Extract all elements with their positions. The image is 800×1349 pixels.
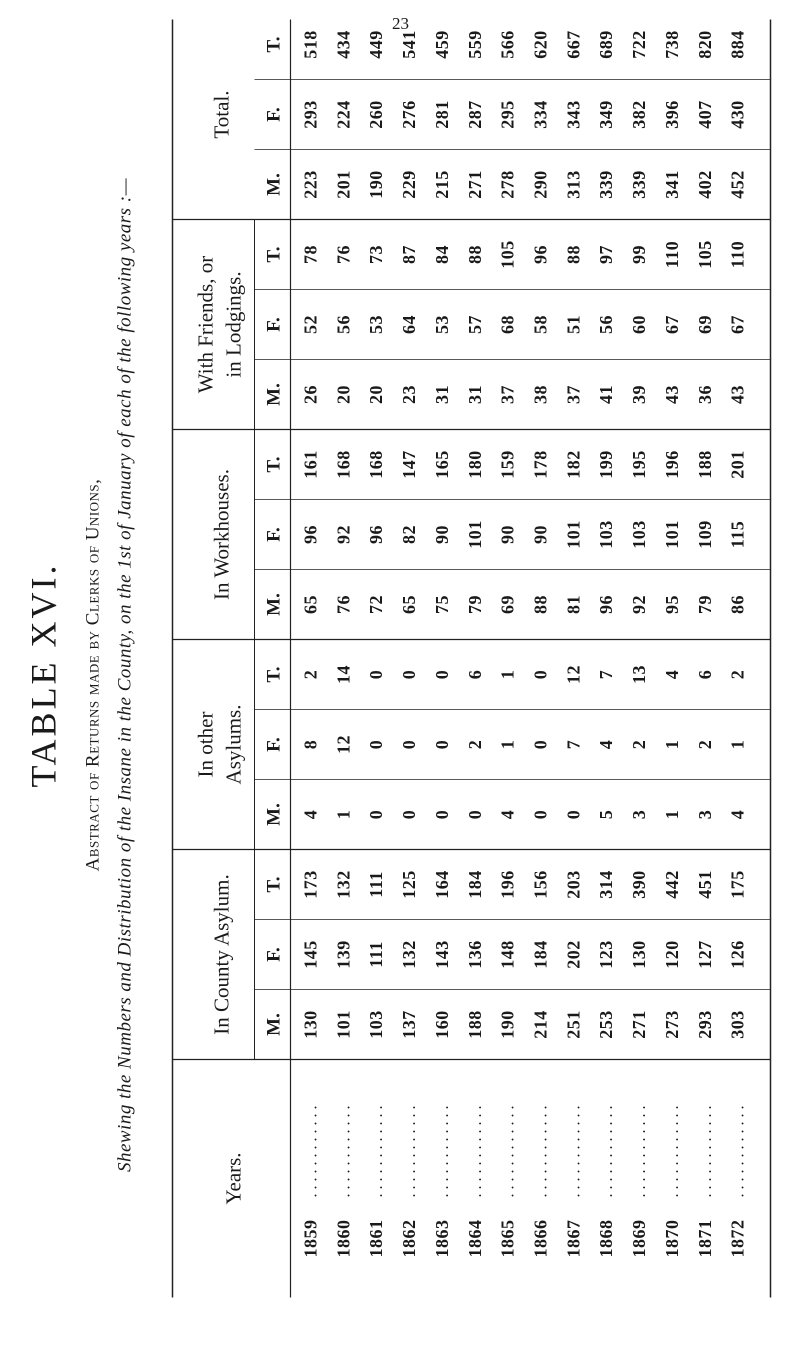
sub-header-f: F. bbox=[263, 106, 284, 122]
leader-dots: . . . . . . . . . . . . bbox=[697, 1105, 715, 1197]
table-subtitle-abstract: Abstract of Returns made by Clerks of Unions, bbox=[82, 478, 103, 871]
table-cell: 4 bbox=[497, 809, 518, 819]
sub-header-m: M. bbox=[263, 592, 284, 616]
table-cell: 0 bbox=[398, 669, 419, 679]
year-cell: 1864 bbox=[464, 1219, 485, 1257]
table-cell: 96 bbox=[530, 244, 550, 264]
table-cell: 202 bbox=[562, 939, 583, 969]
table-cell: 339 bbox=[628, 169, 649, 199]
table-cell: 87 bbox=[398, 244, 419, 264]
years-header: Years. bbox=[221, 1151, 245, 1205]
table-cell: 7 bbox=[562, 739, 583, 749]
table-cell: 132 bbox=[398, 939, 419, 969]
table-cell: 314 bbox=[595, 869, 616, 899]
leader-dots: . . . . . . . . . . . . bbox=[434, 1105, 452, 1197]
table-cell: 51 bbox=[562, 314, 583, 334]
group-header-other-asylums-line2: Asylums. bbox=[221, 704, 245, 784]
table-cell: 69 bbox=[497, 594, 518, 614]
table-cell: 0 bbox=[365, 809, 386, 819]
table-cell: 105 bbox=[694, 239, 715, 269]
table-cell: 79 bbox=[694, 594, 715, 614]
table-cell: 196 bbox=[497, 869, 518, 899]
table-cell: 184 bbox=[464, 869, 485, 899]
table-cell: 253 bbox=[595, 1009, 616, 1039]
table-cell: 109 bbox=[694, 519, 715, 549]
table-cell: 165 bbox=[431, 449, 452, 479]
year-cell: 1871 bbox=[694, 1219, 715, 1257]
table-cell: 92 bbox=[332, 524, 353, 544]
table-cell: 4 bbox=[300, 809, 320, 819]
table-cell: 195 bbox=[628, 449, 649, 479]
table-cell: 341 bbox=[661, 169, 682, 199]
table-cell: 271 bbox=[628, 1009, 649, 1039]
year-cell: 1868 bbox=[595, 1219, 616, 1257]
table-cell: 110 bbox=[727, 240, 748, 268]
table-cell: 126 bbox=[727, 939, 748, 969]
table-cell: 6 bbox=[464, 669, 485, 679]
table-cell: 136 bbox=[464, 939, 485, 969]
table-cell: 452 bbox=[727, 169, 748, 199]
table-cell: 103 bbox=[628, 519, 649, 549]
table-cell: 103 bbox=[365, 1009, 386, 1039]
table-cell: 260 bbox=[365, 99, 386, 129]
table-cell: 4 bbox=[727, 809, 748, 819]
table-cell: 41 bbox=[595, 384, 616, 404]
table-cell: 159 bbox=[497, 449, 518, 479]
table-cell: 92 bbox=[628, 594, 649, 614]
table-cell: 2 bbox=[727, 669, 748, 679]
table-cell: 132 bbox=[332, 869, 353, 899]
table-cell: 180 bbox=[464, 449, 485, 479]
table-cell: 884 bbox=[727, 29, 748, 59]
table-cell: 6 bbox=[694, 669, 715, 679]
table-cell: 0 bbox=[464, 809, 485, 819]
table-cell: 111 bbox=[365, 940, 386, 968]
table-cell: 14 bbox=[332, 664, 353, 684]
table-cell: 178 bbox=[530, 449, 550, 479]
year-cell: 1867 bbox=[562, 1219, 583, 1257]
year-cell: 1870 bbox=[661, 1219, 682, 1257]
table-cell: 620 bbox=[530, 29, 550, 59]
table-cell: 229 bbox=[398, 169, 419, 199]
table-cell: 820 bbox=[694, 29, 715, 59]
table-cell: 79 bbox=[464, 594, 485, 614]
table-cell: 0 bbox=[398, 739, 419, 749]
table-cell: 13 bbox=[628, 664, 649, 684]
table-cell: 430 bbox=[727, 99, 748, 129]
table-cell: 168 bbox=[332, 449, 353, 479]
table-cell: 110 bbox=[661, 240, 682, 268]
table-cell: 82 bbox=[398, 524, 419, 544]
table-cell: 1 bbox=[497, 669, 518, 679]
table-cell: 96 bbox=[300, 524, 320, 544]
table-cell: 120 bbox=[661, 939, 682, 969]
sub-header-f: F. bbox=[263, 316, 284, 332]
table-cell: 295 bbox=[497, 99, 518, 129]
year-cell: 1861 bbox=[365, 1219, 386, 1257]
table-cell: 65 bbox=[398, 594, 419, 614]
table-cell: 182 bbox=[562, 449, 583, 479]
page-number: 23 bbox=[392, 14, 409, 33]
table-cell: 1 bbox=[497, 739, 518, 749]
leader-dots: . . . . . . . . . . . . bbox=[467, 1105, 485, 1197]
table-cell: 56 bbox=[595, 314, 616, 334]
table-cell: 64 bbox=[398, 314, 419, 334]
table-cell: 566 bbox=[497, 29, 518, 59]
table-cell: 101 bbox=[464, 519, 485, 549]
table-cell: 188 bbox=[464, 1009, 485, 1039]
year-cell: 1863 bbox=[431, 1219, 452, 1257]
group-header-total: Total. bbox=[209, 89, 233, 139]
table-cell: 722 bbox=[628, 29, 649, 59]
year-cell: 1862 bbox=[398, 1219, 419, 1257]
leader-dots: . . . . . . . . . . . . bbox=[303, 1105, 320, 1197]
table-cell: 0 bbox=[398, 809, 419, 819]
table-cell: 96 bbox=[595, 594, 616, 614]
table-cell: 407 bbox=[694, 99, 715, 129]
table-cell: 4 bbox=[595, 739, 616, 749]
table-cell: 2 bbox=[464, 739, 485, 749]
table-cell: 3 bbox=[628, 809, 649, 819]
year-cell: 1866 bbox=[530, 1219, 550, 1257]
table-cell: 2 bbox=[694, 739, 715, 749]
table-cell: 278 bbox=[497, 169, 518, 199]
table-cell: 72 bbox=[365, 594, 386, 614]
sub-header-t: T. bbox=[263, 665, 284, 683]
table-cell: 161 bbox=[300, 449, 320, 479]
table-cell: 147 bbox=[398, 449, 419, 479]
table-cell: 111 bbox=[365, 870, 386, 898]
leader-dots: . . . . . . . . . . . . bbox=[335, 1105, 353, 1197]
table-cell: 26 bbox=[300, 384, 320, 404]
table-cell: 738 bbox=[661, 29, 682, 59]
table-title: TABLE XVI. bbox=[23, 561, 63, 788]
table-cell: 689 bbox=[595, 29, 616, 59]
table-cell: 0 bbox=[530, 739, 550, 749]
table-cell: 12 bbox=[332, 734, 353, 754]
subtitle-description-tail: following years :— bbox=[114, 177, 135, 333]
table-cell: 287 bbox=[464, 99, 485, 129]
table-cell: 201 bbox=[727, 449, 748, 479]
table-cell: 7 bbox=[595, 669, 616, 679]
table-cell: 156 bbox=[530, 869, 550, 899]
leader-dots: . . . . . . . . . . . . bbox=[401, 1105, 419, 1197]
table-cell: 39 bbox=[628, 384, 649, 404]
table-cell: 90 bbox=[497, 524, 518, 544]
group-header-other-asylums: In other bbox=[193, 711, 217, 777]
group-header-county-asylum: In County Asylum. bbox=[209, 873, 233, 1035]
table-cell: 31 bbox=[464, 384, 485, 404]
table-cell: 1 bbox=[332, 809, 353, 819]
group-header-friends-line2: in Lodgings. bbox=[221, 270, 245, 378]
table-cell: 0 bbox=[530, 669, 550, 679]
table-cell: 667 bbox=[562, 29, 583, 59]
group-header-friends: With Friends, or bbox=[193, 255, 217, 393]
table-cell: 96 bbox=[365, 524, 386, 544]
table-cell: 390 bbox=[628, 869, 649, 899]
table-cell: 103 bbox=[595, 519, 616, 549]
table-cell: 199 bbox=[595, 449, 616, 479]
sub-header-m: M. bbox=[263, 1012, 284, 1036]
table-cell: 303 bbox=[727, 1009, 748, 1039]
table-cell: 127 bbox=[694, 939, 715, 969]
table-cell: 518 bbox=[300, 29, 320, 59]
sub-header-m: M. bbox=[263, 382, 284, 406]
table-cell: 271 bbox=[464, 169, 485, 199]
table-cell: 1 bbox=[727, 739, 748, 749]
year-cell: 1859 bbox=[300, 1219, 320, 1257]
table-cell: 382 bbox=[628, 99, 649, 129]
year-cell: 1869 bbox=[628, 1219, 649, 1257]
table-cell: 541 bbox=[398, 29, 419, 59]
table-cell: 334 bbox=[530, 99, 550, 129]
table-cell: 99 bbox=[628, 244, 649, 264]
leader-dots: . . . . . . . . . . . . bbox=[368, 1105, 386, 1197]
table-cell: 173 bbox=[300, 869, 320, 899]
table-cell: 84 bbox=[431, 244, 452, 264]
table-cell: 396 bbox=[661, 99, 682, 129]
table-cell: 223 bbox=[300, 169, 320, 199]
table-cell: 339 bbox=[595, 169, 616, 199]
table-cell: 434 bbox=[332, 29, 353, 59]
table-cell: 90 bbox=[431, 524, 452, 544]
table-cell: 20 bbox=[332, 384, 353, 404]
table-cell: 23 bbox=[398, 384, 419, 404]
year-cell: 1865 bbox=[497, 1219, 518, 1257]
table-cell: 43 bbox=[727, 384, 748, 404]
table-cell: 273 bbox=[661, 1009, 682, 1039]
table-cell: 76 bbox=[332, 244, 353, 264]
table-cell: 67 bbox=[661, 314, 682, 334]
table-cell: 53 bbox=[431, 314, 452, 334]
table-cell: 65 bbox=[300, 594, 320, 614]
table-cell: 137 bbox=[398, 1009, 419, 1039]
year-cell: 1872 bbox=[727, 1219, 748, 1257]
table-cell: 86 bbox=[727, 594, 748, 614]
leader-dots: . . . . . . . . . . . . bbox=[664, 1105, 682, 1197]
table-cell: 148 bbox=[497, 939, 518, 969]
table-cell: 160 bbox=[431, 1009, 452, 1039]
table-cell: 75 bbox=[431, 594, 452, 614]
table-cell: 88 bbox=[464, 244, 485, 264]
table-cell: 115 bbox=[727, 520, 748, 548]
table-cell: 52 bbox=[300, 314, 320, 334]
table-cell: 343 bbox=[562, 99, 583, 129]
table-cell: 349 bbox=[595, 99, 616, 129]
table-cell: 20 bbox=[365, 384, 386, 404]
table-cell: 2 bbox=[628, 739, 649, 749]
sub-header-m: M. bbox=[263, 172, 284, 196]
table-cell: 190 bbox=[497, 1009, 518, 1039]
table-cell: 290 bbox=[530, 169, 550, 199]
table-cell: 402 bbox=[694, 169, 715, 199]
table-cell: 1 bbox=[661, 809, 682, 819]
table-cell: 37 bbox=[562, 384, 583, 404]
table-cell: 559 bbox=[464, 29, 485, 59]
table-cell: 67 bbox=[727, 314, 748, 334]
table-cell: 0 bbox=[530, 809, 550, 819]
table-cell: 58 bbox=[530, 314, 550, 334]
table-cell: 3 bbox=[694, 809, 715, 819]
table-cell: 123 bbox=[595, 939, 616, 969]
table-cell: 53 bbox=[365, 314, 386, 334]
table-cell: 81 bbox=[562, 594, 583, 614]
sub-header-t: T. bbox=[263, 875, 284, 893]
table-cell: 56 bbox=[332, 314, 353, 334]
table-cell: 145 bbox=[300, 939, 320, 969]
table-cell: 57 bbox=[464, 314, 485, 334]
table-cell: 0 bbox=[365, 739, 386, 749]
table-cell: 143 bbox=[431, 939, 452, 969]
table-cell: 105 bbox=[497, 239, 518, 269]
table-cell: 78 bbox=[300, 244, 320, 264]
table-cell: 69 bbox=[694, 314, 715, 334]
table-cell: 8 bbox=[300, 739, 320, 749]
table-cell: 164 bbox=[431, 869, 452, 899]
table-cell: 451 bbox=[694, 869, 715, 899]
sub-header-t: T. bbox=[263, 35, 284, 53]
table-cell: 203 bbox=[562, 869, 583, 899]
sub-header-t: T. bbox=[263, 455, 284, 473]
table-cell: 0 bbox=[365, 669, 386, 679]
table-cell: 97 bbox=[595, 244, 616, 264]
table-cell: 37 bbox=[497, 384, 518, 404]
table-cell: 5 bbox=[595, 809, 616, 819]
table-cell: 101 bbox=[661, 519, 682, 549]
group-header-workhouses: In Workhouses. bbox=[209, 468, 233, 600]
table-cell: 76 bbox=[332, 594, 353, 614]
table-cell: 459 bbox=[431, 29, 452, 59]
leader-dots: . . . . . . . . . . . . bbox=[631, 1105, 649, 1197]
table-cell: 281 bbox=[431, 99, 452, 129]
table-cell: 73 bbox=[365, 244, 386, 264]
table-cell: 196 bbox=[661, 449, 682, 479]
table-cell: 0 bbox=[431, 669, 452, 679]
table-cell: 101 bbox=[332, 1009, 353, 1039]
table-cell: 188 bbox=[694, 449, 715, 479]
table-cell: 293 bbox=[694, 1009, 715, 1039]
sub-header-m: M. bbox=[263, 802, 284, 826]
table-cell: 130 bbox=[300, 1009, 320, 1039]
table-cell: 0 bbox=[431, 739, 452, 749]
sub-header-f: F. bbox=[263, 946, 284, 962]
table-cell: 88 bbox=[530, 594, 550, 614]
table-cell: 60 bbox=[628, 314, 649, 334]
table-cell: 43 bbox=[661, 384, 682, 404]
table-cell: 101 bbox=[562, 519, 583, 549]
sub-header-f: F. bbox=[263, 736, 284, 752]
table-cell: 442 bbox=[661, 869, 682, 899]
table-cell: 0 bbox=[431, 809, 452, 819]
table-cell: 1 bbox=[661, 739, 682, 749]
leader-dots: . . . . . . . . . . . . bbox=[500, 1105, 518, 1197]
table-cell: 276 bbox=[398, 99, 419, 129]
sub-header-f: F. bbox=[263, 526, 284, 542]
leader-dots: . . . . . . . . . . . . bbox=[533, 1105, 550, 1197]
table-cell: 125 bbox=[398, 869, 419, 899]
table-cell: 449 bbox=[365, 29, 386, 59]
table-cell: 190 bbox=[365, 169, 386, 199]
table-cell: 215 bbox=[431, 169, 452, 199]
table-cell: 130 bbox=[628, 939, 649, 969]
table-cell: 313 bbox=[562, 169, 583, 199]
table-cell: 2 bbox=[300, 669, 320, 679]
table-cell: 224 bbox=[332, 99, 353, 129]
table-cell: 31 bbox=[431, 384, 452, 404]
table-cell: 0 bbox=[562, 809, 583, 819]
table-cell: 4 bbox=[661, 669, 682, 679]
table-cell: 12 bbox=[562, 664, 583, 684]
table-cell: 184 bbox=[530, 939, 550, 969]
table-cell: 88 bbox=[562, 244, 583, 264]
table-cell: 168 bbox=[365, 449, 386, 479]
table-cell: 293 bbox=[300, 99, 320, 129]
table-cell: 201 bbox=[332, 169, 353, 199]
year-cell: 1860 bbox=[332, 1219, 353, 1257]
table-cell: 95 bbox=[661, 594, 682, 614]
table-cell: 68 bbox=[497, 314, 518, 334]
table-cell: 214 bbox=[530, 1009, 550, 1039]
leader-dots: . . . . . . . . . . . . bbox=[565, 1105, 583, 1197]
table-cell: 251 bbox=[562, 1009, 583, 1039]
table-cell: 38 bbox=[530, 384, 550, 404]
table-cell: 175 bbox=[727, 869, 748, 899]
table-cell: 90 bbox=[530, 524, 550, 544]
leader-dots: . . . . . . . . . . . . bbox=[598, 1105, 616, 1197]
leader-dots: . . . . . . . . . . . . bbox=[730, 1105, 748, 1197]
table-cell: 139 bbox=[332, 939, 353, 969]
table-cell: 36 bbox=[694, 384, 715, 404]
sub-header-t: T. bbox=[263, 245, 284, 263]
subtitle-description-line: Shewing the Numbers and Distribution of the Insane in the County, on the 1st of January of each of the bbox=[114, 337, 135, 1172]
